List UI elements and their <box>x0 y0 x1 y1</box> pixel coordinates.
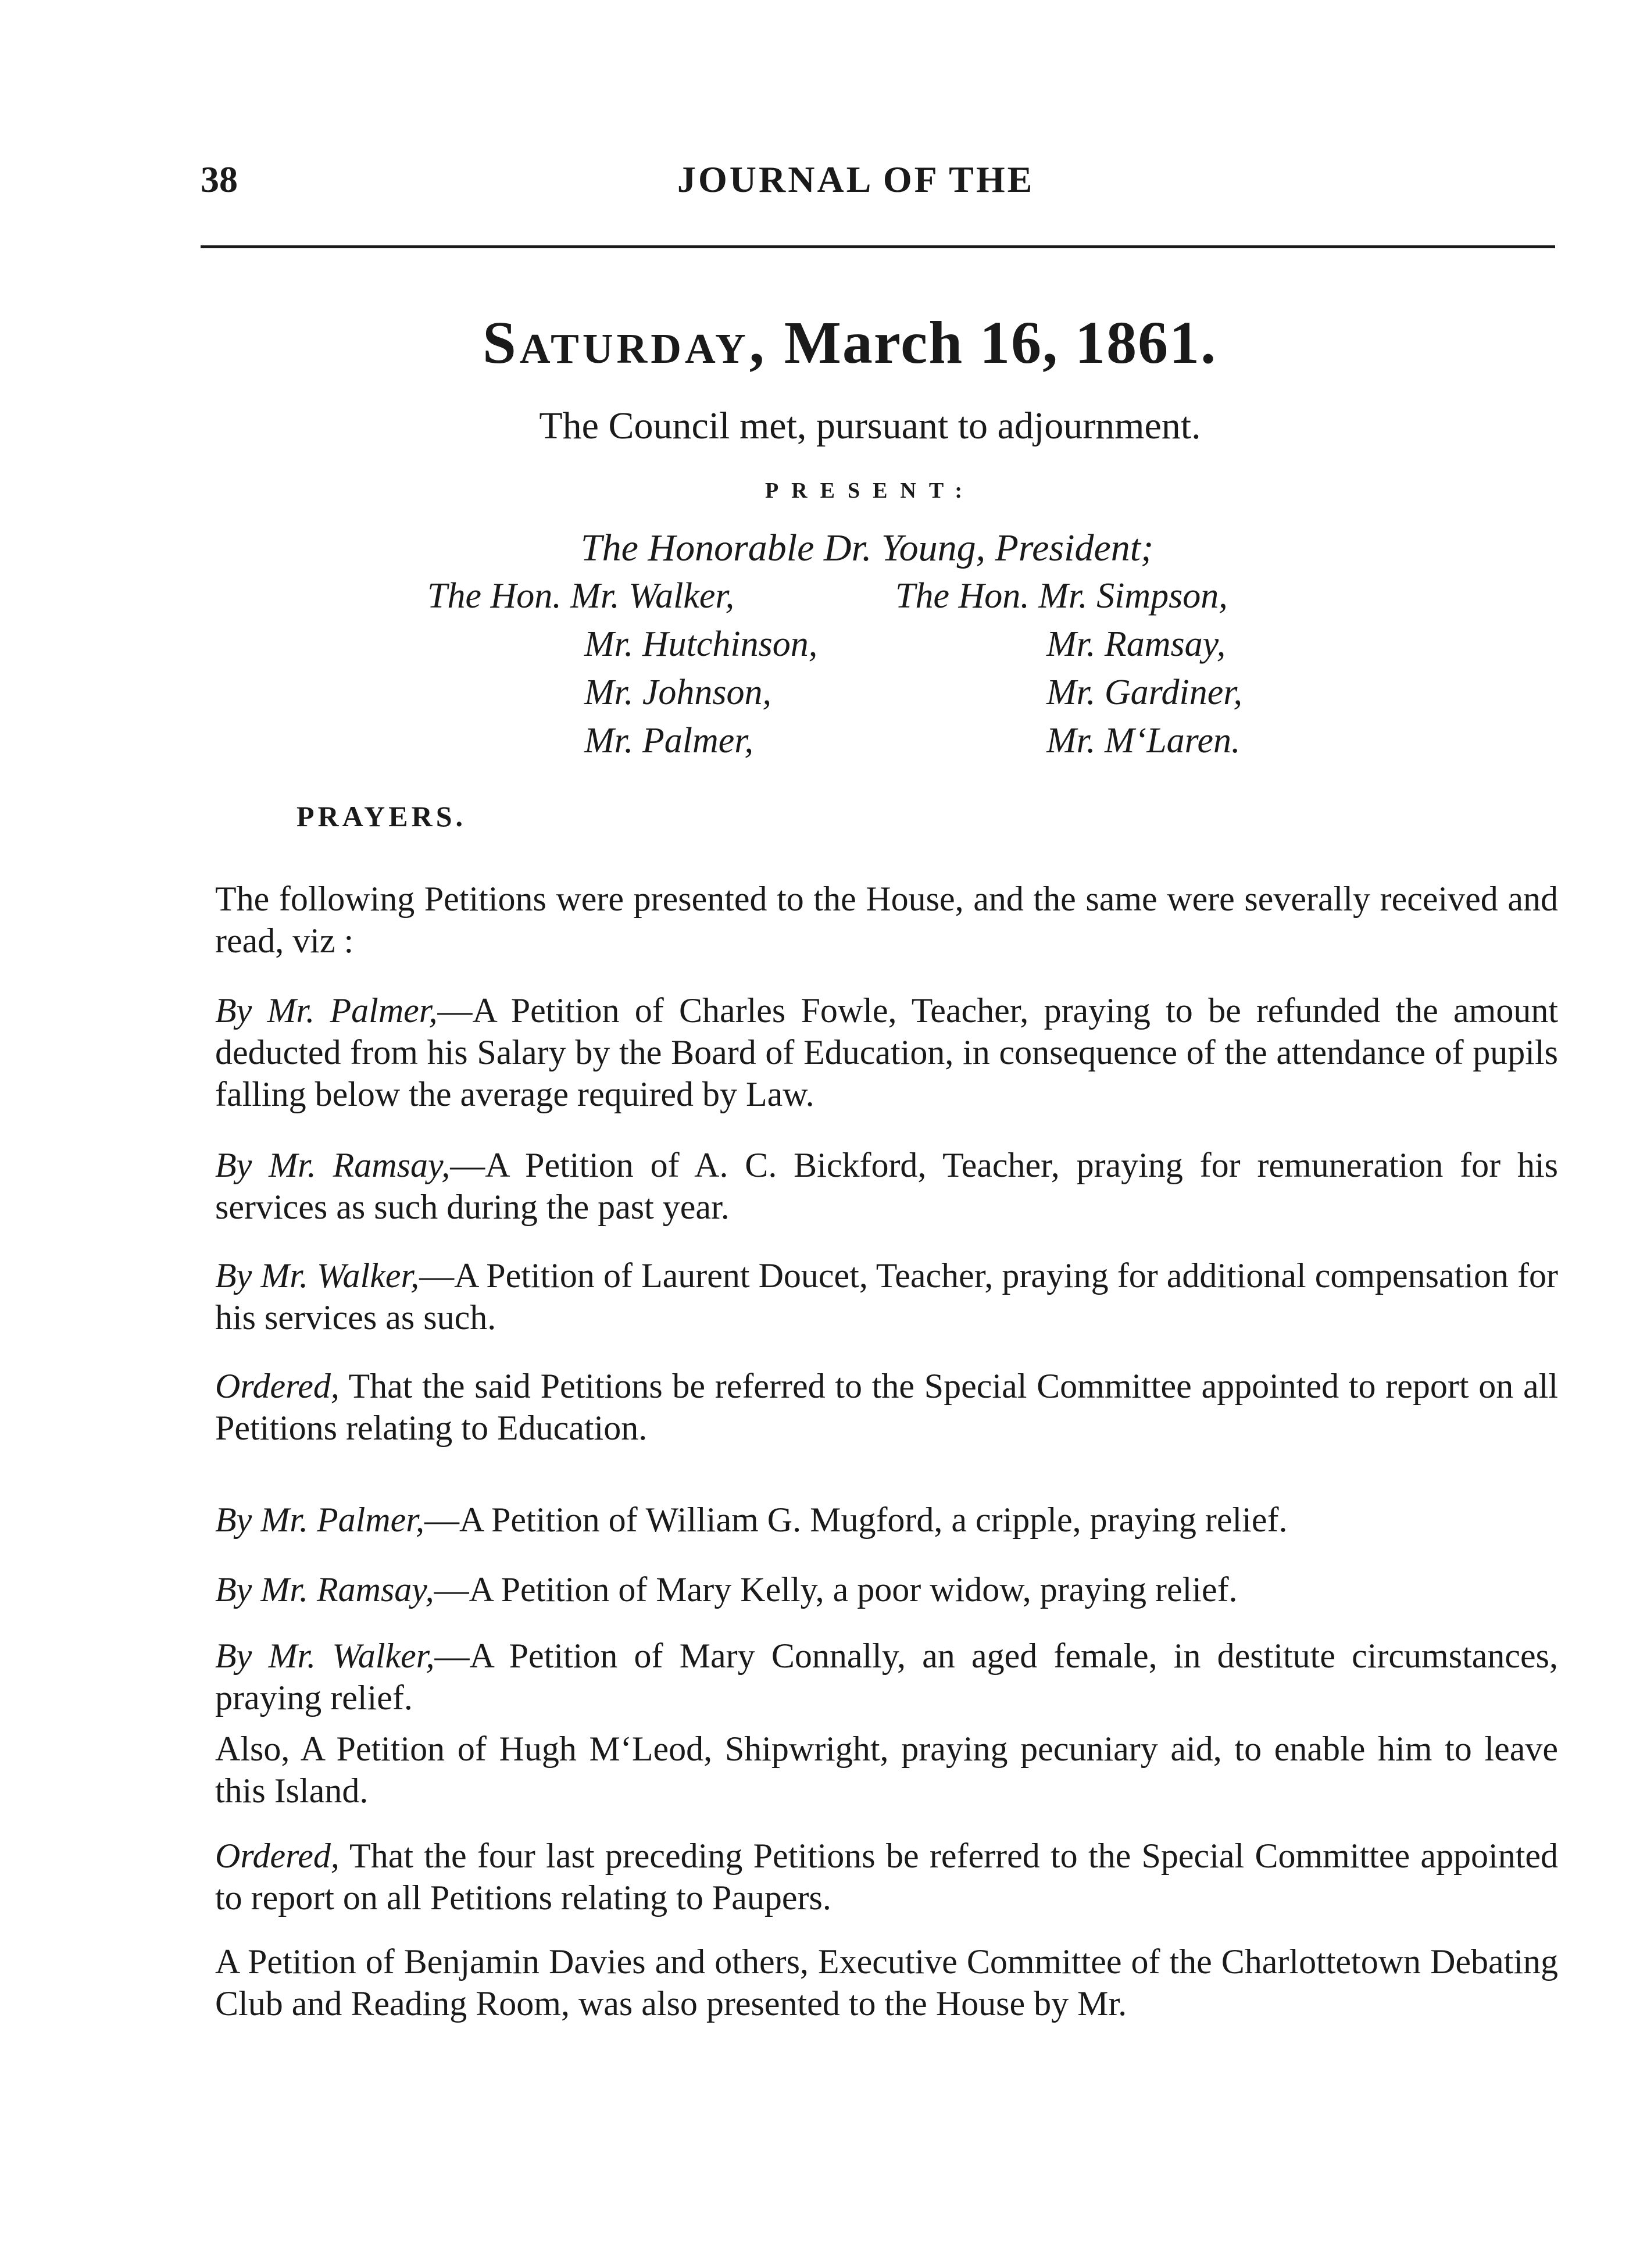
paragraph-lead: Ordered, <box>215 1367 340 1405</box>
member-right-3: Mr. Gardiner, <box>1046 673 1243 712</box>
member-left-3: Mr. Johnson, <box>584 673 772 712</box>
paragraph-text: —A Petition of William G. Mugford, a cripple, praying relief. <box>424 1501 1288 1539</box>
paragraph-lead: By Mr. Palmer, <box>215 1501 424 1539</box>
opening-line: The Council met, pursuant to adjournment. <box>539 405 1201 447</box>
paragraph-text: That the said Petitions be referred to the Special Committee appointed to report on all Petitions relating to Education. <box>215 1367 1558 1447</box>
paragraph <box>215 1365 1558 1449</box>
member-right-4: Mr. M‘Laren. <box>1046 721 1241 760</box>
paragraph <box>215 1569 1558 1610</box>
paragraph <box>215 990 1558 1115</box>
member-left-4: Mr. Palmer, <box>584 721 754 760</box>
date-day: Saturday, <box>483 309 768 376</box>
paragraph-text: —A Petition of Charles Fowle, Teacher, praying to be refunded the amount deducted from his Salary by the Board of Education, in consequence of the attendance of pupils falling below the average required by Law. <box>215 991 1559 1113</box>
paragraph <box>215 1728 1558 1812</box>
paragraph-text: Also, A Petition of Hugh M‘Leod, Shipwright, praying pecuniary aid, to enable him to leave this Island. <box>215 1730 1558 1810</box>
paragraph <box>215 1499 1558 1541</box>
paragraph-text: A Petition of Benjamin Davies and others, Executive Committee of the Charlottetown Debating Club and Reading Room, was also presented to the House by Mr. <box>215 1942 1558 2023</box>
paragraph-text: —A Petition of Mary Connally, an aged female, in destitute circumstances, praying relief. <box>215 1637 1558 1717</box>
header-rule <box>201 245 1555 248</box>
paragraph-text: —A Petition of Mary Kelly, a poor widow, praying relief. <box>434 1570 1238 1609</box>
paragraph <box>215 1144 1558 1228</box>
paragraph-text: —A Petition of Laurent Doucet, Teacher, praying for additional compensation for his services as such. <box>215 1256 1558 1337</box>
member-left-1: The Hon. Mr. Walker, <box>427 576 735 616</box>
paragraph-lead: By Mr. Walker, <box>215 1637 435 1675</box>
paragraph-text: That the four last preceding Petitions be referred to the Special Committee appointed to report on all Petitions relating to Paupers. <box>215 1837 1558 1917</box>
date-heading <box>483 308 1217 377</box>
paragraph-lead: By Mr. Walker, <box>215 1256 420 1295</box>
running-head: JOURNAL OF THE <box>677 159 1035 200</box>
paragraph <box>215 1941 1558 2024</box>
page-number: 38 <box>201 159 238 200</box>
paragraph-lead: By Mr. Palmer, <box>215 991 438 1030</box>
member-right-1: The Hon. Mr. Simpson, <box>895 576 1228 616</box>
present-label: PRESENT: <box>764 478 976 503</box>
paragraph-lead: Ordered, <box>215 1837 340 1875</box>
paragraph <box>215 1635 1558 1719</box>
member-right-2: Mr. Ramsay, <box>1046 624 1226 664</box>
president-line: The Honorable Dr. Young, President; <box>580 527 1154 569</box>
paragraph-text: The following Petitions were presented to the House, and the same were severally received and read, viz : <box>215 880 1558 960</box>
paragraph <box>215 1835 1558 1919</box>
paragraph-text: —A Petition of A. C. Bickford, Teacher, praying for remuneration for his services as such during the past year. <box>215 1146 1558 1226</box>
member-left-2: Mr. Hutchinson, <box>584 624 818 664</box>
paragraph <box>215 1255 1558 1338</box>
paragraph-lead: By Mr. Ramsay, <box>215 1570 434 1609</box>
paragraph <box>215 878 1558 962</box>
prayers-heading: PRAYERS. <box>296 800 467 833</box>
date-rest: March 16, 1861. <box>784 309 1217 376</box>
paragraph-lead: By Mr. Ramsay, <box>215 1146 451 1184</box>
